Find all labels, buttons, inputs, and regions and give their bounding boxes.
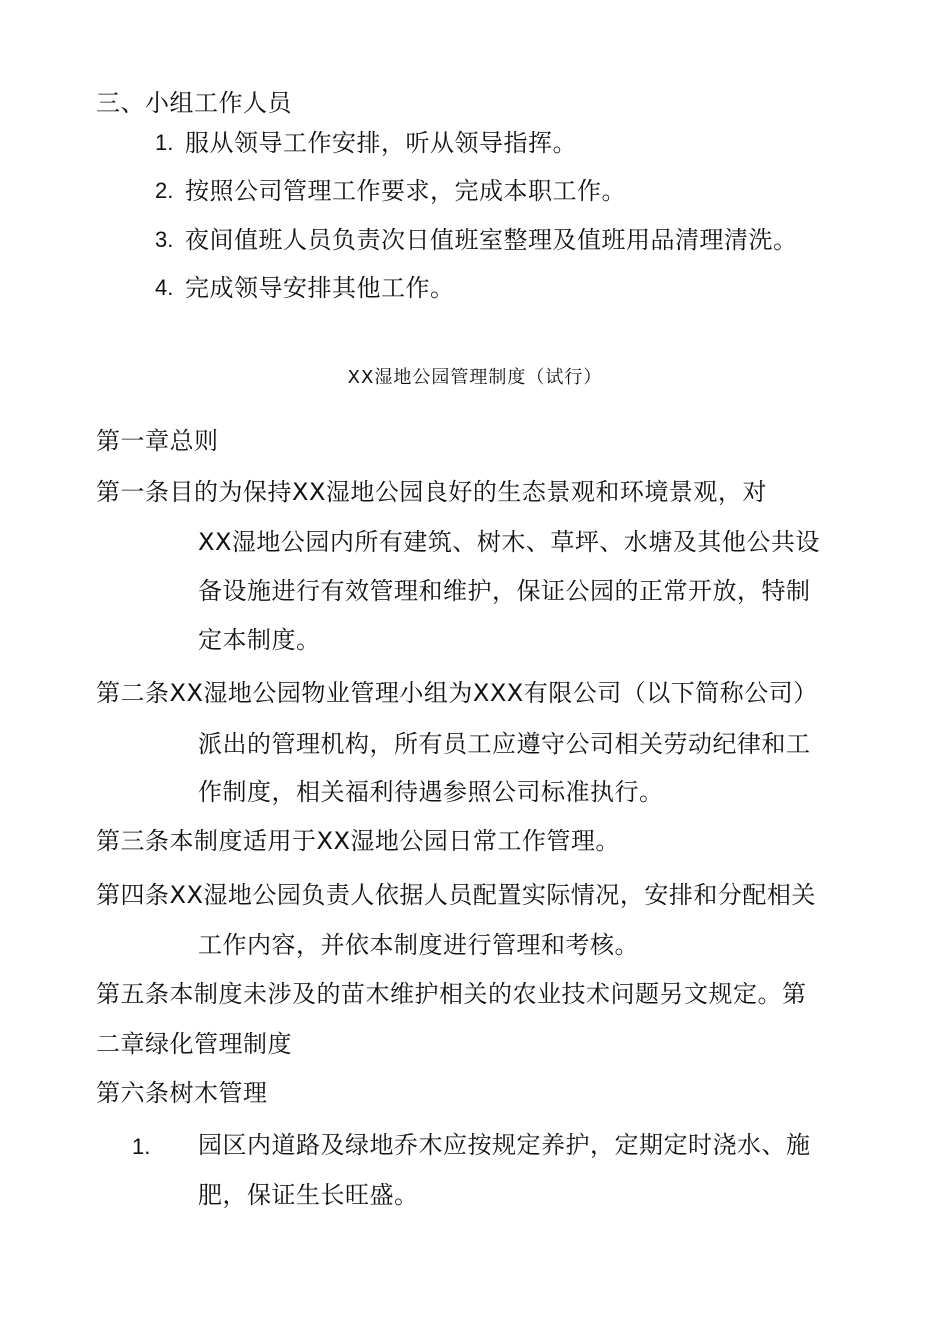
article-line: 第一条目的为保持XX湿地公园良好的生态景观和环境景观，对	[96, 478, 767, 506]
list-item: 肥，保证生长旺盛。	[198, 1181, 419, 1209]
article-line: 定本制度。	[198, 626, 321, 654]
article-line: 第二条XX湿地公园物业管理小组为XXX有限公司（以下简称公司）	[96, 679, 818, 707]
list-item: 园区内道路及绿地乔木应按规定养护，定期定时浇水、施	[198, 1131, 811, 1159]
list-item-number: 2.	[155, 178, 174, 203]
list-item-number: 3.	[155, 227, 174, 252]
section-heading: 三、小组工作人员	[96, 89, 292, 117]
list-item-number: 1.	[132, 1134, 151, 1159]
article-line: 工作内容，并依本制度进行管理和考核。	[198, 931, 639, 959]
list-item: 按照公司管理工作要求，完成本职工作。	[185, 177, 626, 205]
list-item: 服从领导工作安排，听从领导指挥。	[185, 129, 577, 157]
article-line: 二章绿化管理制度	[96, 1030, 292, 1058]
list-item-number: 1.	[155, 130, 174, 155]
article-line: 派出的管理机构，所有员工应遵守公司相关劳动纪律和工	[198, 730, 811, 758]
article-line: 第三条本制度适用于XX湿地公园日常工作管理。	[96, 827, 620, 855]
article-heading: 第六条树木管理	[96, 1079, 268, 1107]
list-item: 夜间值班人员负责次日值班室整理及值班用品清理清洗。	[185, 226, 798, 254]
chapter-heading: 第一章总则	[96, 427, 219, 455]
list-item-number: 4.	[155, 275, 174, 300]
article-line: 作制度，相关福利待遇参照公司标准执行。	[198, 778, 664, 806]
list-item: 完成领导安排其他工作。	[185, 274, 455, 302]
document-title: XX湿地公园管理制度（试行）	[347, 367, 603, 388]
article-line: XX湿地公园内所有建筑、树木、草坪、水塘及其他公共设	[198, 528, 820, 556]
article-line: 第四条XX湿地公园负责人依据人员配置实际情况，安排和分配相关	[96, 881, 816, 909]
article-line: 第五条本制度未涉及的苗木维护相关的农业技术问题另文规定。第	[96, 980, 807, 1008]
article-line: 备设施进行有效管理和维护，保证公园的正常开放，特制	[198, 577, 811, 605]
